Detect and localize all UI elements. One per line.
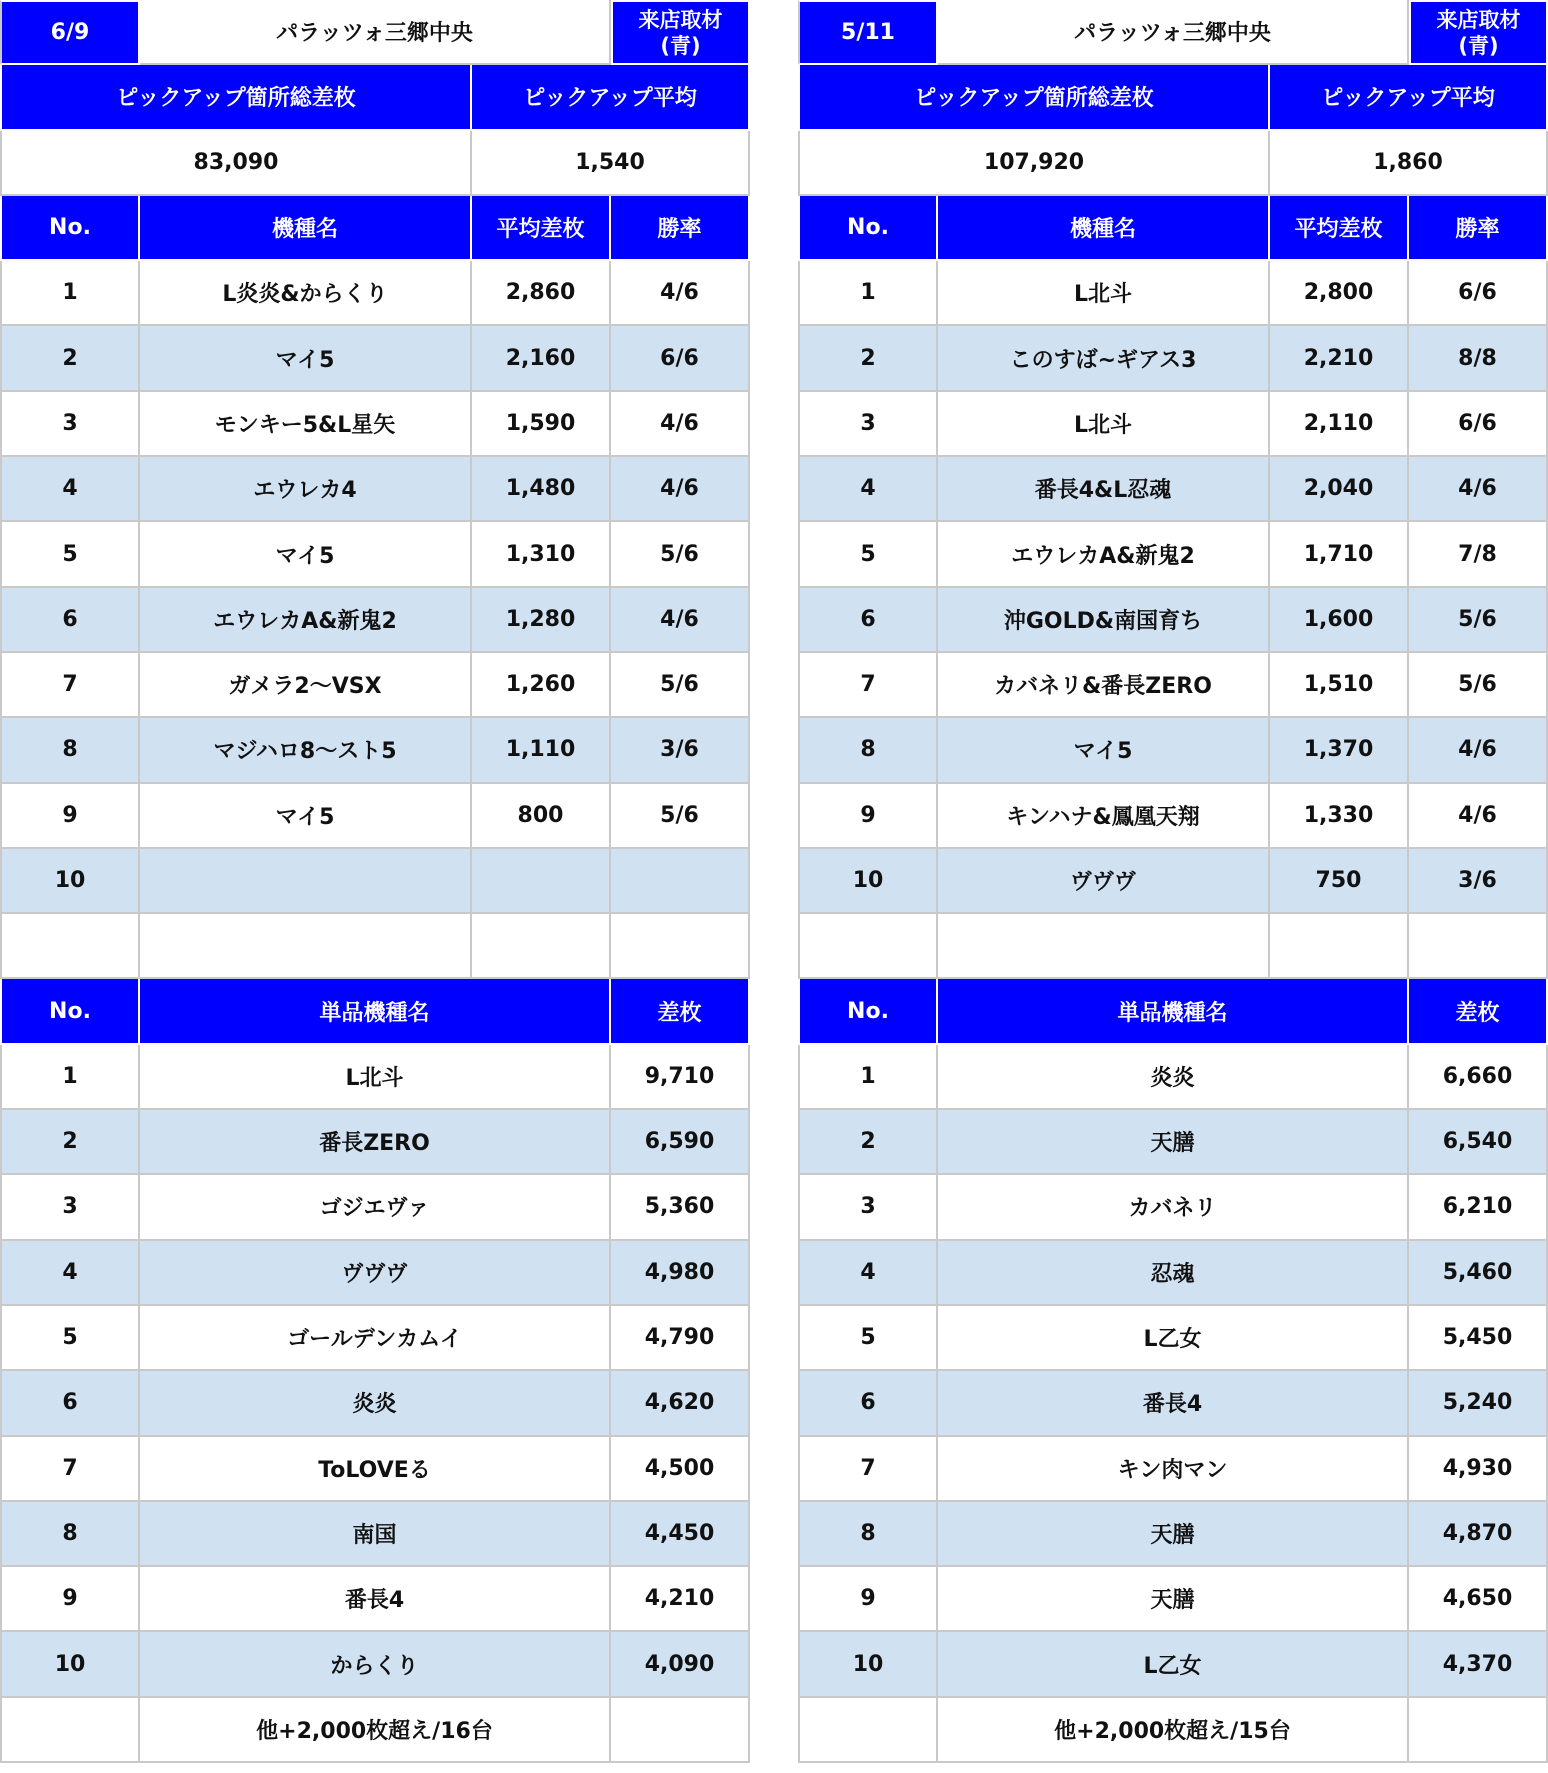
rank-no: 8: [0, 718, 140, 783]
footer-row: [0, 1698, 750, 1763]
table-row: [798, 1502, 1548, 1567]
rank-no: 6: [798, 1371, 938, 1436]
avg-diff: 1,110: [472, 718, 611, 783]
machine-name: エウレカ4: [140, 457, 472, 522]
table-row: [0, 1306, 750, 1371]
win-rate: 5/6: [1409, 653, 1548, 718]
summary-value-row: [0, 131, 750, 196]
avg-diff: 1,260: [472, 653, 611, 718]
single-machine-name: キン肉マン: [938, 1437, 1409, 1502]
machine-name: カバネリ&番長ZERO: [938, 653, 1270, 718]
diff-value: 5,450: [1409, 1306, 1548, 1371]
table-row: [798, 261, 1548, 326]
event-line-1: 来店取材: [638, 7, 723, 32]
rank-no: 1: [798, 261, 938, 326]
footer-note: 他+2,000枚超え/16台: [140, 1698, 611, 1763]
diff-value: 4,980: [611, 1241, 750, 1306]
singles-header-row: [798, 979, 1548, 1044]
single-machine-name: L乙女: [938, 1306, 1409, 1371]
avg-diff: 1,310: [472, 522, 611, 587]
table-row: [798, 1045, 1548, 1110]
win-rate: 4/6: [1409, 457, 1548, 522]
rank-no: 6: [0, 1371, 140, 1436]
title-row: [798, 0, 1548, 65]
table-row: [0, 522, 750, 587]
diff-value: 6,590: [611, 1110, 750, 1175]
machine-name: ガメラ2～VSX: [140, 653, 472, 718]
diff-value: 4,370: [1409, 1632, 1548, 1697]
rank-no: 8: [798, 1502, 938, 1567]
table-row: [798, 1175, 1548, 1240]
table-row: [798, 457, 1548, 522]
rank-no: 4: [0, 457, 140, 522]
total-diff-label: ピックアップ箇所総差枚: [798, 65, 1270, 130]
rank-no: 10: [798, 1632, 938, 1697]
rank-no: 8: [798, 718, 938, 783]
table-row: [798, 1110, 1548, 1175]
average-label: ピックアップ平均: [472, 65, 750, 130]
diff-value: 4,790: [611, 1306, 750, 1371]
single-machine-name: からくり: [140, 1632, 611, 1697]
win-rate: 4/6: [611, 261, 750, 326]
rank-no: 6: [798, 588, 938, 653]
avg-diff: 2,040: [1270, 457, 1409, 522]
title-row: [0, 0, 750, 65]
machine-name: エウレカA&新鬼2: [938, 522, 1270, 587]
table-row: [798, 588, 1548, 653]
spacer-row: [0, 914, 750, 979]
right-panel: [798, 0, 1548, 1773]
table-row: [798, 653, 1548, 718]
machine-name: L北斗: [938, 261, 1270, 326]
avg-diff: 2,800: [1270, 261, 1409, 326]
win-rate: 6/6: [1409, 261, 1548, 326]
footer-note: 他+2,000枚超え/15台: [938, 1698, 1409, 1763]
single-machine-name: 炎炎: [938, 1045, 1409, 1110]
table-row: [0, 784, 750, 849]
diff-value: 9,710: [611, 1045, 750, 1110]
rank-no: 9: [798, 1567, 938, 1632]
col-win-rate: 勝率: [611, 196, 750, 261]
summary-header-row: [0, 65, 750, 130]
col-no: No.: [798, 196, 938, 261]
total-diff-value: 107,920: [798, 131, 1270, 196]
col-single-machine: 単品機種名: [140, 979, 611, 1044]
average-value: 1,540: [472, 131, 750, 196]
machine-name: L炎炎&からくり: [140, 261, 472, 326]
diff-value: 6,660: [1409, 1045, 1548, 1110]
single-machine-name: 番長ZERO: [140, 1110, 611, 1175]
table-row: [0, 849, 750, 914]
single-machine-name: 番長4: [938, 1371, 1409, 1436]
win-rate: 5/6: [611, 784, 750, 849]
diff-value: 4,450: [611, 1502, 750, 1567]
event-badge: [1409, 0, 1548, 65]
win-rate: 5/6: [1409, 588, 1548, 653]
single-machine-name: 忍魂: [938, 1241, 1409, 1306]
spacer-row: [798, 914, 1548, 979]
event-badge: [611, 0, 750, 65]
footer-blank: [611, 1698, 750, 1763]
event-line-2: (青): [1458, 33, 1499, 58]
spacer-cell: [938, 914, 1270, 979]
table-row: [798, 784, 1548, 849]
table-row: [798, 1371, 1548, 1436]
table-row: [798, 1632, 1548, 1697]
single-machine-name: ToLOVEる: [140, 1437, 611, 1502]
table-row: [0, 1241, 750, 1306]
rank-no: 7: [798, 1437, 938, 1502]
win-rate: 5/6: [611, 522, 750, 587]
win-rate: 4/6: [1409, 784, 1548, 849]
table-row: [0, 588, 750, 653]
diff-value: 5,240: [1409, 1371, 1548, 1436]
machine-name: 番長4&L忍魂: [938, 457, 1270, 522]
rank-no: 3: [0, 392, 140, 457]
rank-no: 10: [798, 849, 938, 914]
col-no: No.: [0, 979, 140, 1044]
rank-no: 5: [798, 1306, 938, 1371]
win-rate: 7/8: [1409, 522, 1548, 587]
table-row: [798, 1437, 1548, 1502]
avg-diff: 1,330: [1270, 784, 1409, 849]
spacer-cell: [472, 914, 611, 979]
avg-diff: 1,370: [1270, 718, 1409, 783]
avg-diff: 800: [472, 784, 611, 849]
spacer-cell: [1270, 914, 1409, 979]
table-row: [0, 1567, 750, 1632]
col-avg-diff: 平均差枚: [1270, 196, 1409, 261]
col-no: No.: [0, 196, 140, 261]
avg-diff: [472, 849, 611, 914]
win-rate: 8/8: [1409, 326, 1548, 391]
table-row: [0, 457, 750, 522]
win-rate: 3/6: [1409, 849, 1548, 914]
machine-name: マイ5: [140, 326, 472, 391]
machine-name: マイ5: [140, 784, 472, 849]
average-label: ピックアップ平均: [1270, 65, 1548, 130]
single-machine-name: 炎炎: [140, 1371, 611, 1436]
table-row: [798, 326, 1548, 391]
footer-blank: [0, 1698, 140, 1763]
avg-diff: 750: [1270, 849, 1409, 914]
total-diff-label: ピックアップ箇所総差枚: [0, 65, 472, 130]
rank-no: 1: [798, 1045, 938, 1110]
ranking-header-row: [0, 196, 750, 261]
single-machine-name: ゴジエヴァ: [140, 1175, 611, 1240]
win-rate: 3/6: [611, 718, 750, 783]
avg-diff: 1,480: [472, 457, 611, 522]
spacer-cell: [1409, 914, 1548, 979]
single-machine-name: ヴヴヴ: [140, 1241, 611, 1306]
single-machine-name: 天膳: [938, 1502, 1409, 1567]
rank-no: 10: [0, 849, 140, 914]
diff-value: 4,930: [1409, 1437, 1548, 1502]
rank-no: 5: [0, 522, 140, 587]
spacer-cell: [0, 914, 140, 979]
table-row: [0, 1175, 750, 1240]
spacer-cell: [140, 914, 472, 979]
machine-name: キンハナ&鳳凰天翔: [938, 784, 1270, 849]
col-machine: 機種名: [140, 196, 472, 261]
diff-value: 4,090: [611, 1632, 750, 1697]
single-machine-name: L北斗: [140, 1045, 611, 1110]
win-rate: [611, 849, 750, 914]
single-machine-name: カバネリ: [938, 1175, 1409, 1240]
rank-no: 9: [0, 784, 140, 849]
table-row: [0, 326, 750, 391]
footer-row: [798, 1698, 1548, 1763]
avg-diff: 1,590: [472, 392, 611, 457]
win-rate: 4/6: [611, 588, 750, 653]
table-row: [798, 718, 1548, 783]
rank-no: 10: [0, 1632, 140, 1697]
diff-value: 4,650: [1409, 1567, 1548, 1632]
win-rate: 5/6: [611, 653, 750, 718]
rank-no: 1: [0, 1045, 140, 1110]
diff-value: 4,870: [1409, 1502, 1548, 1567]
avg-diff: 2,210: [1270, 326, 1409, 391]
diff-value: 5,460: [1409, 1241, 1548, 1306]
machine-name: モンキー5&L星矢: [140, 392, 472, 457]
rank-no: 2: [0, 1110, 140, 1175]
spacer-cell: [798, 914, 938, 979]
summary-header-row: [798, 65, 1548, 130]
avg-diff: 1,510: [1270, 653, 1409, 718]
col-machine: 機種名: [938, 196, 1270, 261]
store-name: パラッツォ三郷中央: [938, 0, 1409, 65]
rank-no: 3: [0, 1175, 140, 1240]
rank-no: 3: [798, 1175, 938, 1240]
diff-value: 6,210: [1409, 1175, 1548, 1240]
rank-no: 9: [0, 1567, 140, 1632]
table-row: [0, 1632, 750, 1697]
table-row: [0, 1437, 750, 1502]
event-line-1: 来店取材: [1436, 7, 1521, 32]
win-rate: 4/6: [1409, 718, 1548, 783]
machine-name: マジハロ8～スト5: [140, 718, 472, 783]
ranking-header-row: [798, 196, 1548, 261]
single-machine-name: 天膳: [938, 1567, 1409, 1632]
diff-value: 5,360: [611, 1175, 750, 1240]
footer-blank: [798, 1698, 938, 1763]
avg-diff: 2,160: [472, 326, 611, 391]
table-row: [0, 653, 750, 718]
table-row: [0, 261, 750, 326]
rank-no: 8: [0, 1502, 140, 1567]
table-row: [0, 1502, 750, 1567]
table-row: [798, 392, 1548, 457]
diff-value: 4,210: [611, 1567, 750, 1632]
win-rate: 6/6: [1409, 392, 1548, 457]
rank-no: 2: [798, 1110, 938, 1175]
rank-no: 5: [0, 1306, 140, 1371]
machine-name: マイ5: [140, 522, 472, 587]
rank-no: 7: [798, 653, 938, 718]
date-cell: 5/11: [798, 0, 938, 65]
diff-value: 4,500: [611, 1437, 750, 1502]
table-row: [0, 1045, 750, 1110]
avg-diff: 1,710: [1270, 522, 1409, 587]
data-table: [0, 0, 750, 1763]
footer-blank: [1409, 1698, 1548, 1763]
store-name: パラッツォ三郷中央: [140, 0, 611, 65]
avg-diff: 2,110: [1270, 392, 1409, 457]
table-row: [0, 1110, 750, 1175]
table-row: [0, 1371, 750, 1436]
machine-name: [140, 849, 472, 914]
rank-no: 2: [798, 326, 938, 391]
total-diff-value: 83,090: [0, 131, 472, 196]
event-line-2: (青): [660, 33, 701, 58]
rank-no: 6: [0, 588, 140, 653]
single-machine-name: 番長4: [140, 1567, 611, 1632]
win-rate: 4/6: [611, 457, 750, 522]
singles-header-row: [0, 979, 750, 1044]
rank-no: 4: [0, 1241, 140, 1306]
col-diff: 差枚: [1409, 979, 1548, 1044]
single-machine-name: ゴールデンカムイ: [140, 1306, 611, 1371]
col-avg-diff: 平均差枚: [472, 196, 611, 261]
table-row: [798, 522, 1548, 587]
average-value: 1,860: [1270, 131, 1548, 196]
machine-name: このすば~ギアス3: [938, 326, 1270, 391]
rank-no: 7: [0, 653, 140, 718]
col-single-machine: 単品機種名: [938, 979, 1409, 1044]
rank-no: 4: [798, 457, 938, 522]
date-cell: 6/9: [0, 0, 140, 65]
win-rate: 4/6: [611, 392, 750, 457]
rank-no: 7: [0, 1437, 140, 1502]
table-row: [798, 1567, 1548, 1632]
col-diff: 差枚: [611, 979, 750, 1044]
table-row: [798, 1241, 1548, 1306]
rank-no: 5: [798, 522, 938, 587]
table-row: [0, 392, 750, 457]
spacer-cell: [611, 914, 750, 979]
rank-no: 3: [798, 392, 938, 457]
rank-no: 4: [798, 1241, 938, 1306]
summary-value-row: [798, 131, 1548, 196]
machine-name: 沖GOLD&南国育ち: [938, 588, 1270, 653]
table-row: [798, 1306, 1548, 1371]
rank-no: 2: [0, 326, 140, 391]
avg-diff: 2,860: [472, 261, 611, 326]
single-machine-name: 南国: [140, 1502, 611, 1567]
machine-name: マイ5: [938, 718, 1270, 783]
table-row: [798, 849, 1548, 914]
machine-name: エウレカA&新鬼2: [140, 588, 472, 653]
col-win-rate: 勝率: [1409, 196, 1548, 261]
data-table: [798, 0, 1548, 1763]
col-no: No.: [798, 979, 938, 1044]
single-machine-name: 天膳: [938, 1110, 1409, 1175]
single-machine-name: L乙女: [938, 1632, 1409, 1697]
avg-diff: 1,280: [472, 588, 611, 653]
machine-name: L北斗: [938, 392, 1270, 457]
table-row: [0, 718, 750, 783]
rank-no: 9: [798, 784, 938, 849]
diff-value: 4,620: [611, 1371, 750, 1436]
left-panel: [0, 0, 750, 1773]
avg-diff: 1,600: [1270, 588, 1409, 653]
win-rate: 6/6: [611, 326, 750, 391]
machine-name: ヴヴヴ: [938, 849, 1270, 914]
rank-no: 1: [0, 261, 140, 326]
diff-value: 6,540: [1409, 1110, 1548, 1175]
